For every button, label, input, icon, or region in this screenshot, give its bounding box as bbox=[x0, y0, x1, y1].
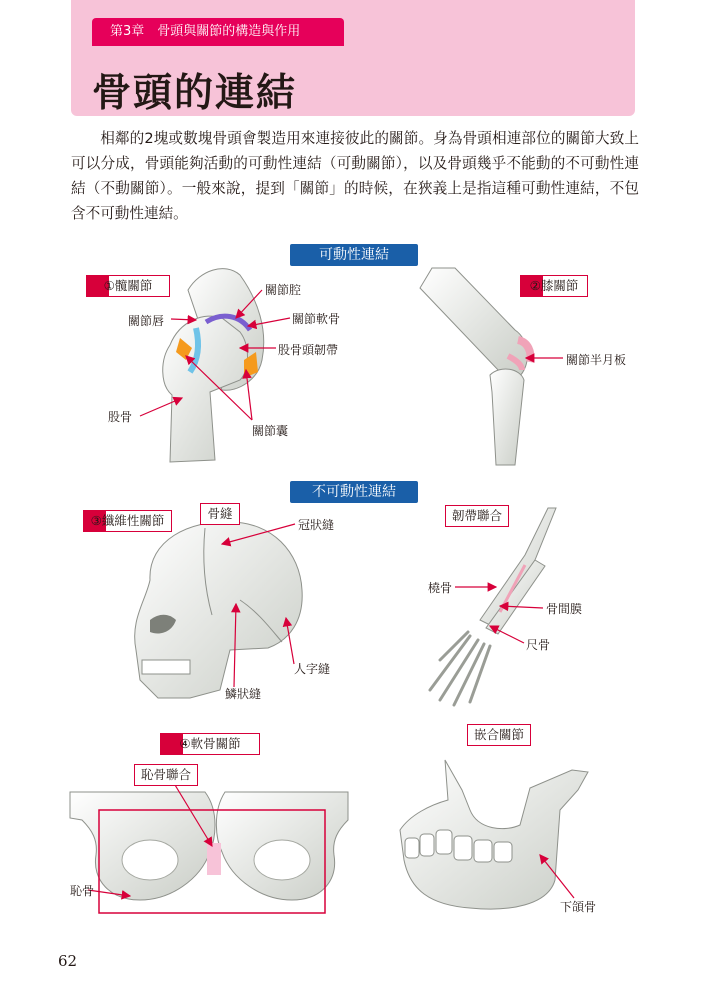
callout-coronal-suture: 冠狀縫 bbox=[298, 518, 335, 532]
pubic-symphysis-label: 恥骨聯合 bbox=[134, 764, 198, 786]
section-movable-joints: 可動性連結 bbox=[290, 244, 418, 266]
skull-illustration bbox=[135, 522, 303, 698]
callout-joint-capsule: 關節囊 bbox=[252, 424, 289, 438]
callout-ligament-of-head-of-femur: 股骨頭韌帶 bbox=[278, 343, 339, 357]
page-number: 62 bbox=[58, 952, 78, 970]
syndesmosis-label: 韌帶聯合 bbox=[445, 505, 509, 527]
chapter-tab: 第3章 骨頭與關節的構造與作用 bbox=[92, 18, 344, 46]
forearm-illustration bbox=[430, 508, 556, 705]
callout-ulna: 尺骨 bbox=[526, 638, 551, 652]
hip-joint-illustration bbox=[163, 269, 264, 462]
intro-paragraph: 相鄰的2塊或數塊骨頭會製造用來連接彼此的關節。身為骨頭相連部位的關節大致上可以分成，骨頭能夠活動的可動性連結（可動關節），以及骨頭幾乎不能動的不可動性連結（不動關節）。一般來說，提到「關節」的時候，在狹義上是指這種可動性連結，不包含不可動性連結。 bbox=[71, 130, 639, 222]
mandible-illustration bbox=[400, 760, 588, 909]
fibrous-joint-label: ③纖維性關節 bbox=[83, 510, 172, 532]
callout-femur: 股骨 bbox=[108, 410, 133, 424]
callout-articular-cartilage: 關節軟骨 bbox=[292, 312, 341, 326]
hip-joint-label: ①髖關節 bbox=[86, 275, 170, 297]
callout-pubis: 恥骨 bbox=[70, 884, 95, 898]
callout-lambdoid-suture: 人字縫 bbox=[294, 662, 331, 676]
cartilaginous-joint-label: ④軟骨關節 bbox=[160, 733, 260, 755]
pelvis-illustration bbox=[70, 792, 348, 913]
callout-radius: 橈骨 bbox=[428, 581, 453, 595]
page-title: 骨頭的連結 bbox=[92, 71, 298, 116]
suture-label: 骨縫 bbox=[200, 503, 240, 525]
callout-squamous-suture: 鱗狀縫 bbox=[225, 687, 262, 701]
knee-illustration bbox=[420, 268, 531, 465]
callout-mandible: 下頜骨 bbox=[560, 900, 597, 914]
gomphosis-label: 嵌合關節 bbox=[467, 724, 531, 746]
callout-acetabular-labrum: 關節唇 bbox=[128, 314, 165, 328]
callout-meniscus: 關節半月板 bbox=[566, 353, 627, 367]
callout-joint-cavity: 關節腔 bbox=[265, 283, 302, 297]
knee-joint-label: ②膝關節 bbox=[520, 275, 588, 297]
section-immovable-joints: 不可動性連結 bbox=[290, 481, 418, 503]
callout-interosseous-membrane: 骨間膜 bbox=[546, 602, 583, 616]
